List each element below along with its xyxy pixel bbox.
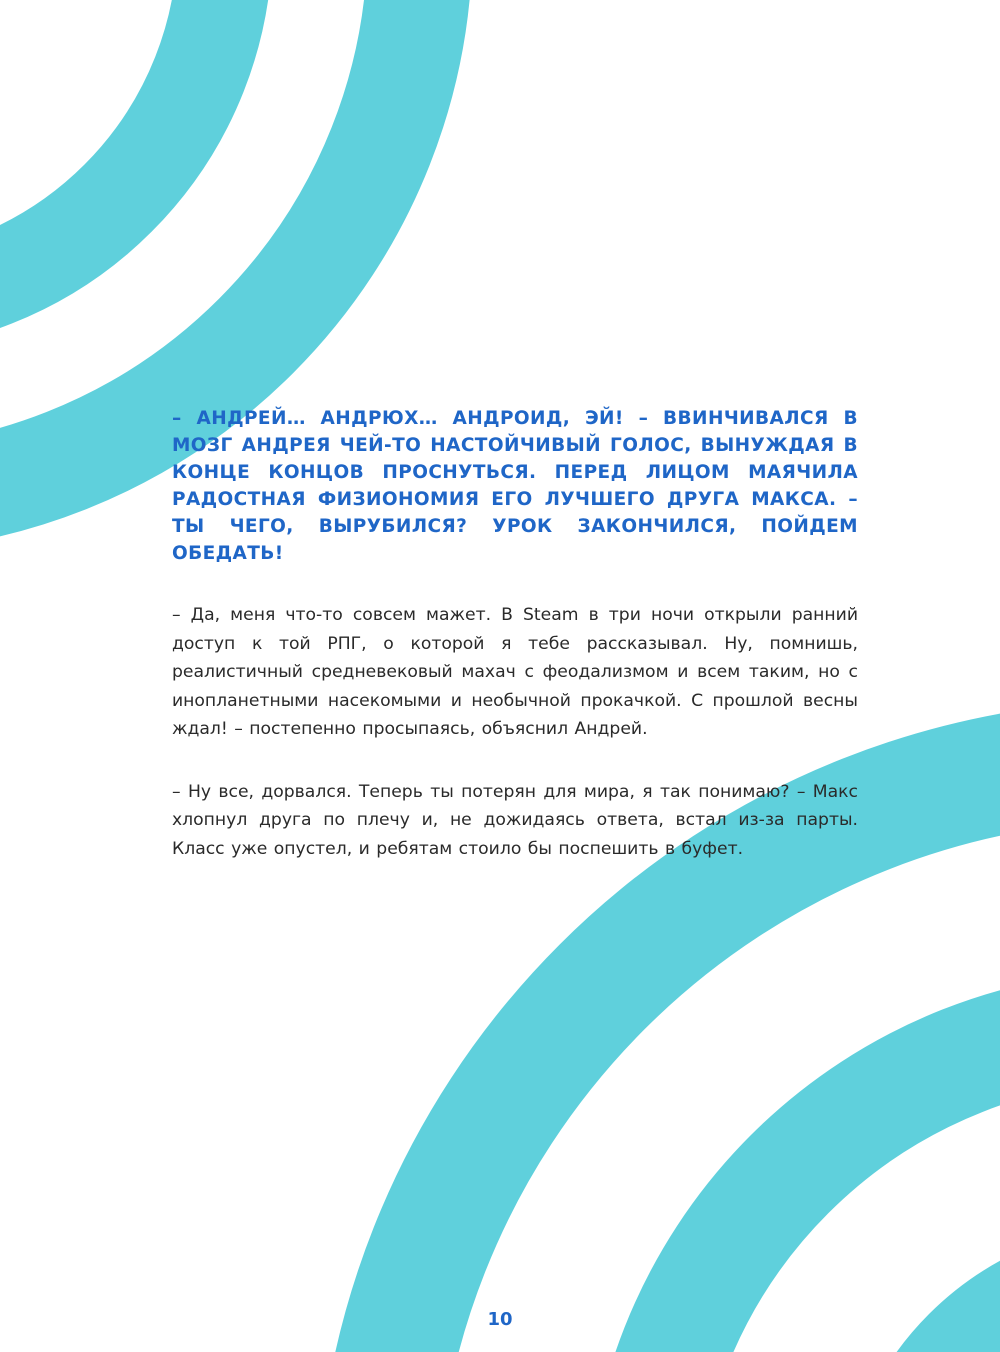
body-paragraph: – Да, меня что-то совсем мажет. В Steam в три ночи открыли ранний доступ к той РПГ, о которой я тебе рассказывал. Ну, помнишь, реалистичный средневековый махач с феодализмом и всем таким, но с инопланетными насекомыми и необычной прокачкой. С прошлой весны ждал! – постепенно просыпаясь, объяснил Андрей. bbox=[172, 605, 858, 739]
text-block bbox=[172, 405, 858, 863]
lead-paragraph: – АНДРЕЙ… АНДРЮХ… АНДРОИД, ЭЙ! – ВВИНЧИВАЛСЯ В МОЗГ АНДРЕЯ ЧЕЙ-ТО НАСТОЙЧИВЫЙ ГОЛОС, ВЫНУЖДАЯ В КОНЦЕ КОНЦОВ ПРОСНУТЬСЯ. ПЕРЕД ЛИЦОМ МАЯЧИЛА РАДОСТНАЯ ФИЗИОНОМИЯ ЕГО ЛУЧШЕГО ДРУГА МАКСА. – ТЫ ЧЕГО, ВЫРУБИЛСЯ? УРОК ЗАКОНЧИЛСЯ, ПОЙДЕМ ОБЕДАТЬ! bbox=[172, 408, 858, 564]
top-arc-inner bbox=[0, 0, 225, 305]
page-number: 10 bbox=[487, 1309, 513, 1330]
body-paragraph: – Ну все, дорвался. Теперь ты потерян для мира, я так понимаю? – Макс хлопнул друга по плечу и, не дожидаясь ответа, встал из-за парты. Класс уже опустел, и ребятам стоило бы поспешить в буфет. bbox=[172, 781, 858, 859]
